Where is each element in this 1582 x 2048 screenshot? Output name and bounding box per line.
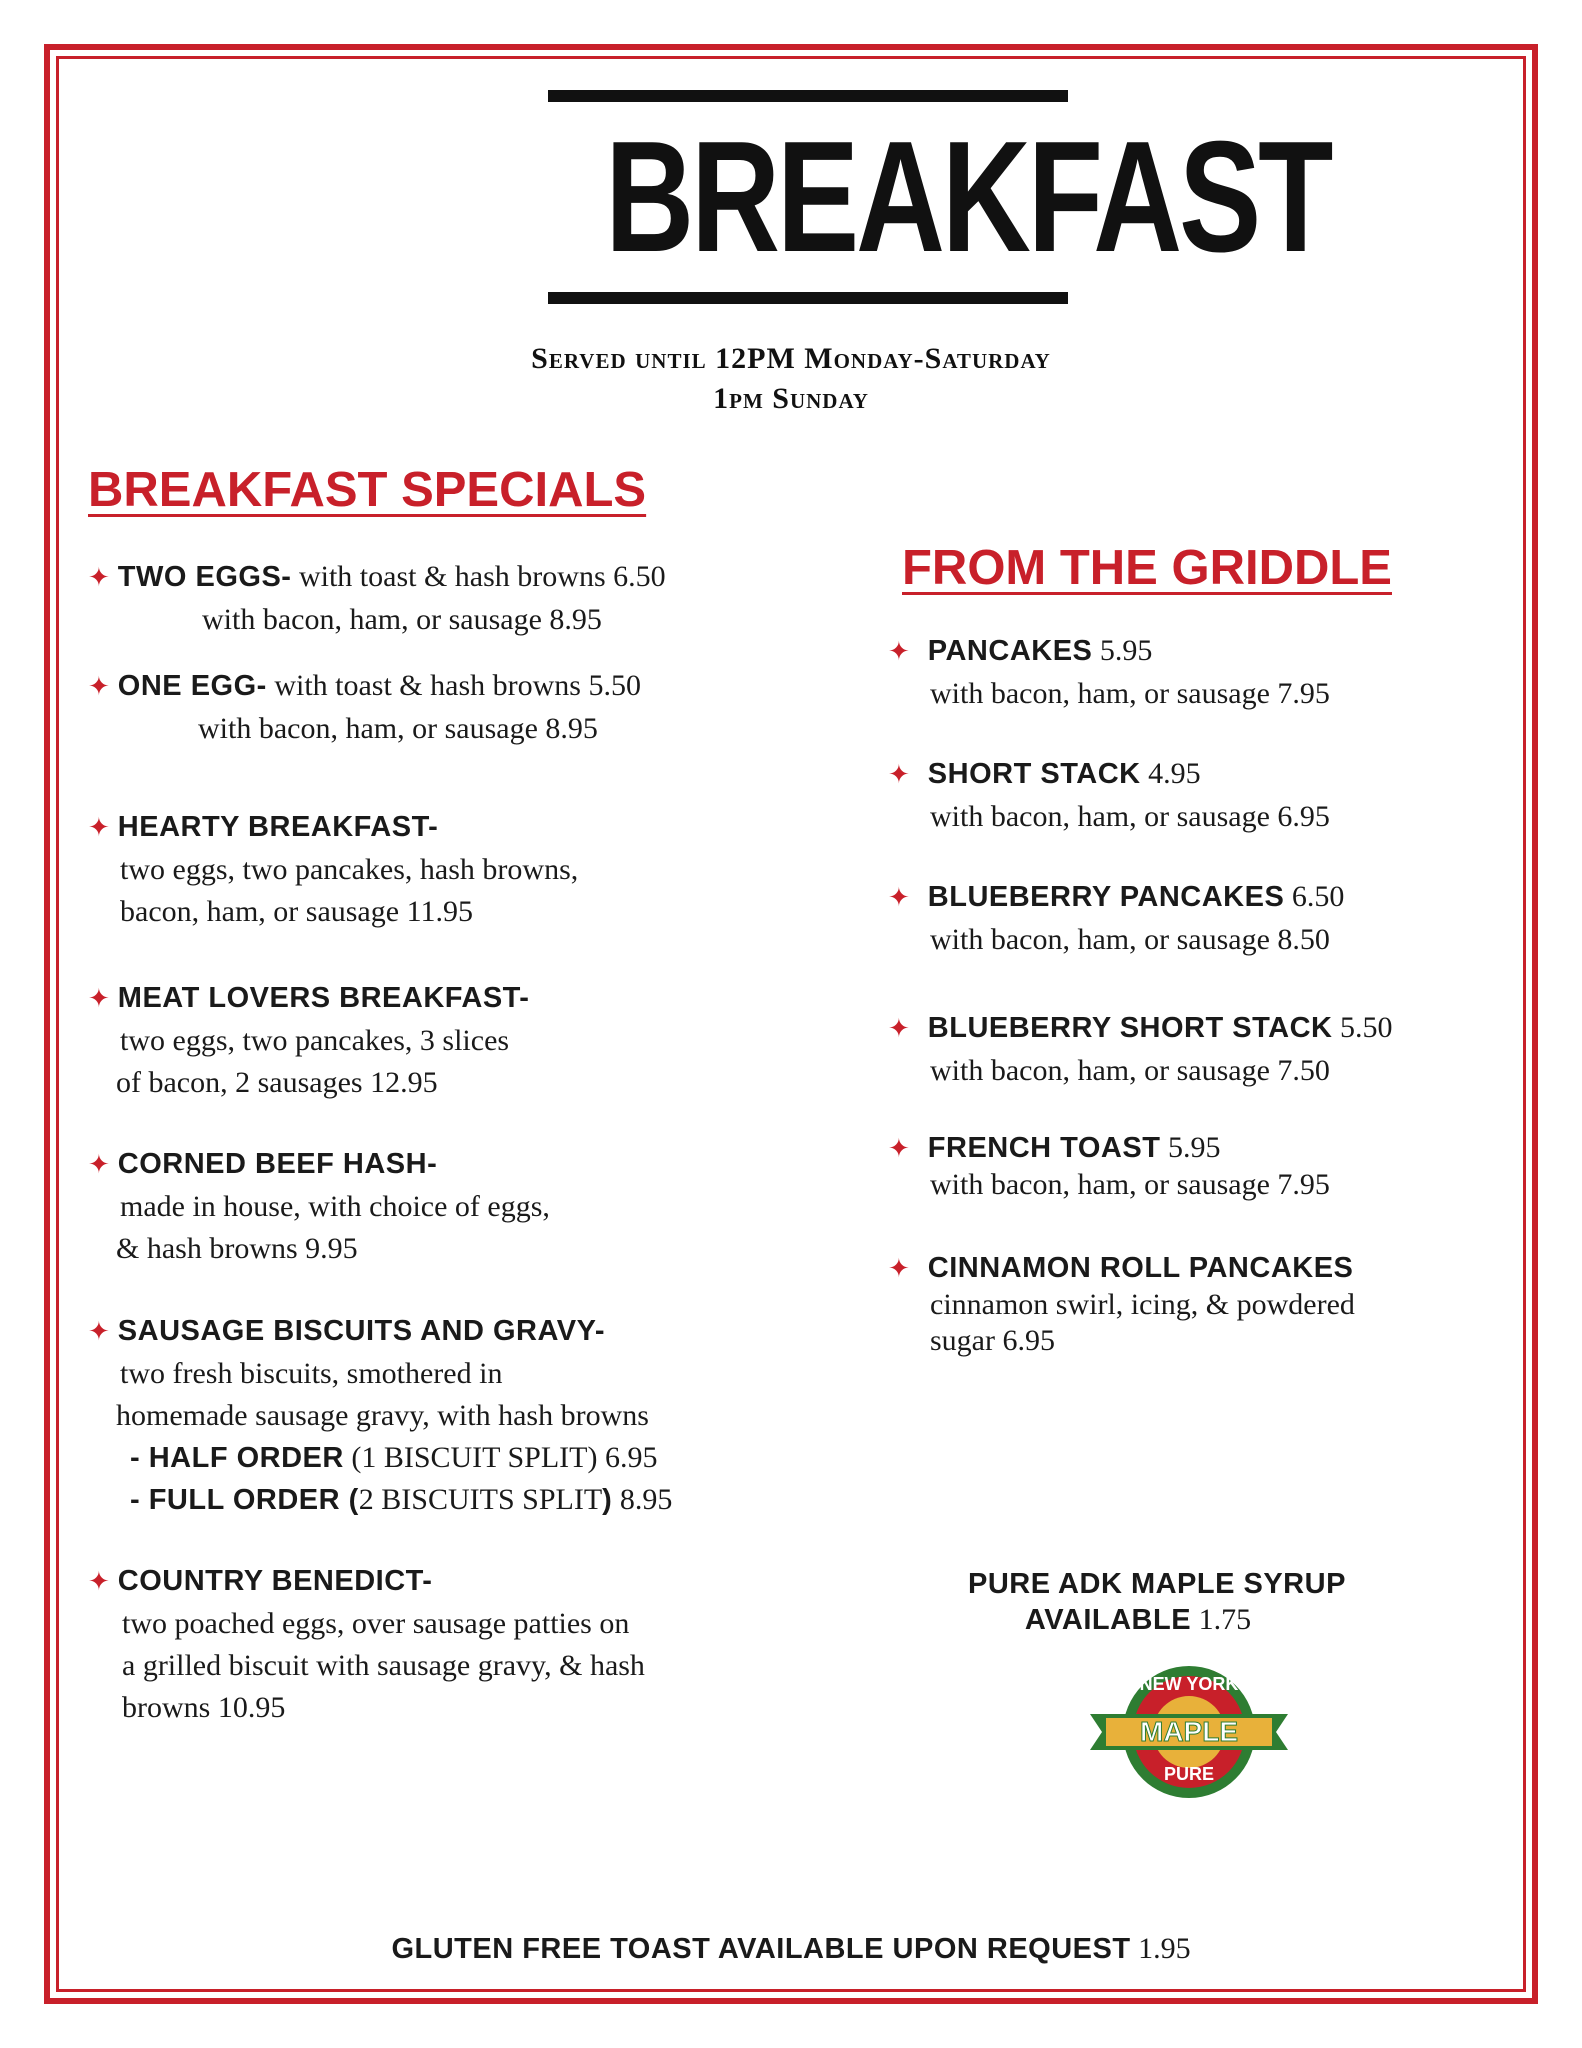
maple-syrup-note: PURE ADK MAPLE SYRUP AVAILABLE 1.75 xyxy=(968,1568,1346,1636)
title-block xyxy=(548,90,1331,304)
menu-item-corned-beef-hash: ✦ CORNED BEEF HASH- made in house, with choice of eggs, & hash browns 9.95 xyxy=(88,1148,550,1265)
star-icon: ✦ xyxy=(888,760,910,790)
menu-item-country-benedict: ✦ COUNTRY BENEDICT- two poached eggs, over sausage patties on a grilled biscuit with sausage gravy, & hash browns 10.95 xyxy=(88,1565,645,1724)
griddle-heading: FROM THE GRIDDLE xyxy=(902,541,1392,595)
menu-item-hearty-breakfast: ✦ HEARTY BREAKFAST- two eggs, two pancakes, hash browns, bacon, ham, or sausage 11.95 xyxy=(88,811,579,928)
logo-bottom-text: PURE xyxy=(1163,1764,1215,1784)
title-rule-top xyxy=(548,90,1068,102)
hours-line-2: 1pm Sunday xyxy=(713,382,869,415)
menu-item-one-egg: ✦ ONE EGG- with toast & hash browns 5.50 with bacon, ham, or sausage 8.95 xyxy=(88,669,641,745)
star-icon: ✦ xyxy=(888,637,910,667)
star-icon: ✦ xyxy=(88,1567,110,1597)
star-icon: ✦ xyxy=(888,1134,910,1164)
page-title: BREAKFAST xyxy=(605,109,1331,285)
star-icon: ✦ xyxy=(888,1254,910,1284)
hours-line-1: Served until 12PM Monday-Saturday xyxy=(531,342,1051,375)
logo-top-text: NEW YORK xyxy=(1139,1674,1239,1694)
menu-item-sausage-biscuits: ✦ SAUSAGE BISCUITS AND GRAVY- two fresh biscuits, smothered in homemade sausage gravy, with hash browns - HALF ORDER (1 BISCUIT SPLIT) 6.95 - FULL ORDER (2 BISCUITS SPLIT) 8.95 xyxy=(88,1310,672,1521)
menu-item-blueberry-pancakes: ✦ BLUEBERRY PANCAKES 6.50 with bacon, ham, or sausage 8.50 xyxy=(888,880,1345,956)
menu-item-meat-lovers: ✦ MEAT LOVERS BREAKFAST- two eggs, two pancakes, 3 slices of bacon, 2 sausages 12.95 xyxy=(88,982,530,1099)
menu-item-blueberry-short-stack: ✦ BLUEBERRY SHORT STACK 5.50 with bacon, ham, or sausage 7.50 xyxy=(888,1011,1393,1087)
menu-item-cinnamon-roll-pancakes: ✦ CINNAMON ROLL PANCAKES cinnamon swirl, icing, & powdered sugar 6.95 xyxy=(888,1252,1355,1357)
star-icon: ✦ xyxy=(88,672,110,702)
star-icon: ✦ xyxy=(888,1014,910,1044)
gluten-free-note: GLUTEN FREE TOAST AVAILABLE UPON REQUEST 1.95 xyxy=(391,1932,1191,1965)
ny-maple-logo xyxy=(1086,1656,1292,1808)
menu-item-pancakes: ✦ PANCAKES 5.95 with bacon, ham, or sausage 7.95 xyxy=(888,634,1330,710)
star-icon: ✦ xyxy=(88,984,110,1014)
star-icon: ✦ xyxy=(88,1317,110,1347)
half-order-line: - HALF ORDER (1 BISCUIT SPLIT) 6.95 xyxy=(130,1441,658,1474)
logo-mid-text: MAPLE xyxy=(1140,1716,1238,1747)
title-rule-bottom xyxy=(548,292,1068,304)
star-icon: ✦ xyxy=(88,563,110,593)
menu-item-french-toast: ✦ FRENCH TOAST 5.95 with bacon, ham, or sausage 7.95 xyxy=(888,1131,1330,1201)
full-order-line: - FULL ORDER (2 BISCUITS SPLIT) 8.95 xyxy=(130,1483,673,1516)
star-icon: ✦ xyxy=(888,883,910,913)
specials-heading: BREAKFAST SPECIALS xyxy=(88,463,647,517)
menu-item-short-stack: ✦ SHORT STACK 4.95 with bacon, ham, or sausage 6.95 xyxy=(888,757,1330,833)
star-icon: ✦ xyxy=(88,1150,110,1180)
star-icon: ✦ xyxy=(88,813,110,843)
menu-item-two-eggs: ✦ TWO EGGS- with toast & hash browns 6.50 with bacon, ham, or sausage 8.95 xyxy=(88,560,666,636)
